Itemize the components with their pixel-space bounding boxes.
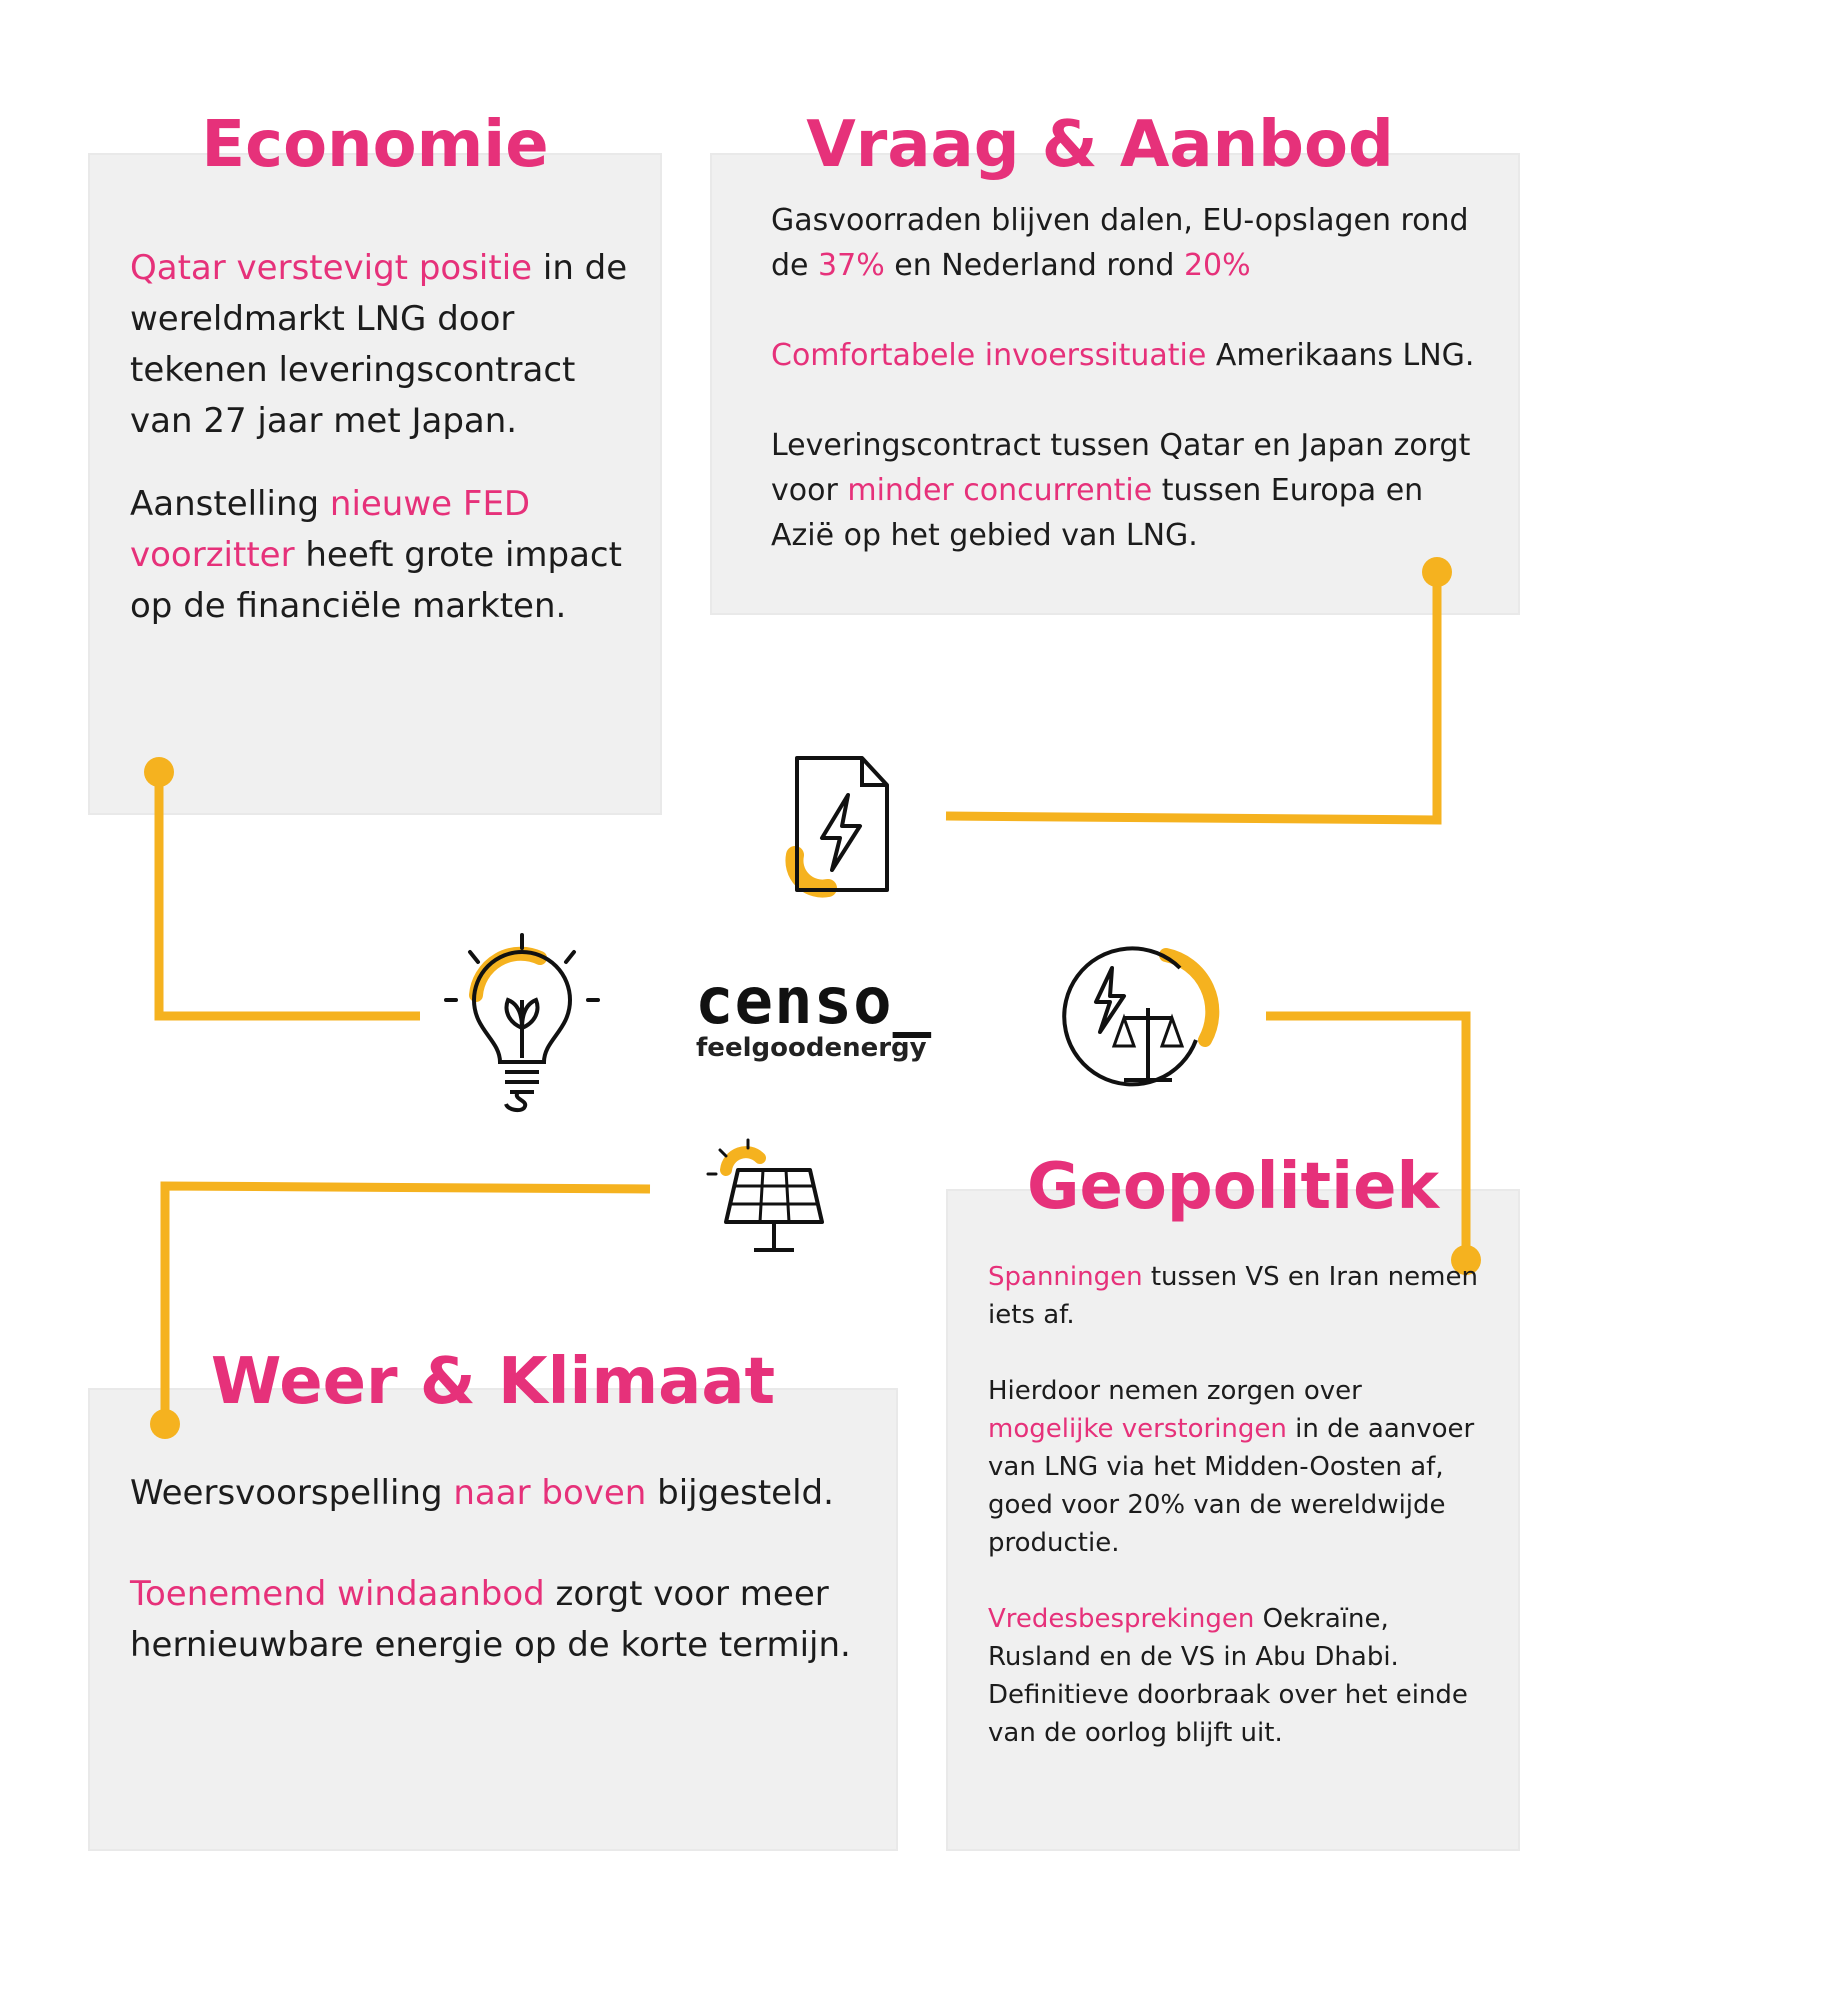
solar-panel-icon — [708, 1140, 822, 1250]
connector-economie — [159, 772, 420, 1016]
text: zorgt voor meer hernieuwbare energie op de korte termijn. — [130, 1574, 851, 1665]
connector-vraag — [946, 572, 1437, 820]
economie-title: Economie — [201, 108, 549, 182]
logo-tagline: feelgoodenergy — [696, 1033, 927, 1063]
text: in de aanvoer van LNG via het Midden-Oosten af, goed voor 20% van de wereldwijde productie. — [988, 1414, 1475, 1558]
text: Leveringscontract tussen Qatar en Japan zorgt voor — [771, 428, 1471, 508]
connector-dot — [150, 1409, 180, 1439]
energy-document-icon — [794, 758, 887, 890]
text: Amerikaans LNG. — [1206, 338, 1475, 373]
weer-paragraph-2 — [130, 1569, 870, 1671]
geopolitiek-body — [988, 1258, 1488, 1752]
weer-klimaat-title: Weer & Klimaat — [210, 1345, 776, 1419]
text: Aanstelling — [130, 484, 330, 524]
weer-klimaat-body — [130, 1468, 870, 1671]
economie-paragraph-2 — [130, 479, 635, 632]
vraag-paragraph-3 — [771, 423, 1481, 558]
text: tussen VS en Iran nemen iets af. — [988, 1262, 1478, 1330]
text: tussen Europa en Azië op het gebied van LNG. — [771, 473, 1424, 553]
vraag-paragraph-1 — [771, 198, 1481, 288]
economie-body — [130, 243, 635, 632]
vraag-paragraph-2 — [771, 333, 1481, 378]
highlight: minder concurrentie — [847, 473, 1153, 508]
economie-paragraph-1 — [130, 243, 635, 447]
connector-dot — [1422, 557, 1452, 587]
weer-paragraph-1 — [130, 1468, 870, 1519]
highlight: nieuwe FED voorzitter — [130, 484, 531, 575]
highlight: 37% — [818, 248, 885, 283]
lightbulb-plant-icon — [446, 935, 598, 1110]
highlight: Comfortabele invoerssituatie — [771, 338, 1207, 373]
highlight: mogelijke verstoringen — [988, 1414, 1287, 1444]
highlight: Spanningen — [988, 1262, 1143, 1292]
highlight: Vredesbesprekingen — [988, 1604, 1255, 1634]
geo-paragraph-1 — [988, 1258, 1488, 1334]
geo-paragraph-2 — [988, 1372, 1488, 1562]
text: bijgesteld. — [646, 1473, 834, 1513]
text: heeft grote impact op de financiële markten. — [130, 535, 622, 626]
geopolitiek-title: Geopolitiek — [1026, 1150, 1440, 1224]
connector-dot — [144, 757, 174, 787]
energy-balance-icon — [1064, 948, 1212, 1084]
text: in de wereldmarkt LNG door tekenen leveringscontract van 27 jaar met Japan. — [130, 248, 628, 441]
highlight: Toenemend windaanbod — [130, 1574, 545, 1614]
highlight: Qatar verstevigt positie — [130, 248, 533, 288]
logo-wordmark: censo_ — [695, 965, 933, 1039]
text: Weersvoorspelling — [130, 1473, 454, 1513]
vraag-aanbod-body — [771, 198, 1481, 558]
text: en Nederland rond — [884, 248, 1184, 283]
vraag-aanbod-title: Vraag & Aanbod — [806, 108, 1394, 182]
highlight: 20% — [1183, 248, 1251, 283]
text: Gasvoorraden blijven dalen, EU-opslagen rond de — [771, 203, 1469, 283]
text: Oekraïne, Rusland en de VS in Abu Dhabi. Definitieve doorbraak over het einde van de oorlog blijft uit. — [988, 1604, 1468, 1748]
highlight: naar boven — [453, 1473, 647, 1513]
geo-paragraph-3 — [988, 1600, 1488, 1752]
text: Hierdoor nemen zorgen over — [988, 1376, 1362, 1406]
